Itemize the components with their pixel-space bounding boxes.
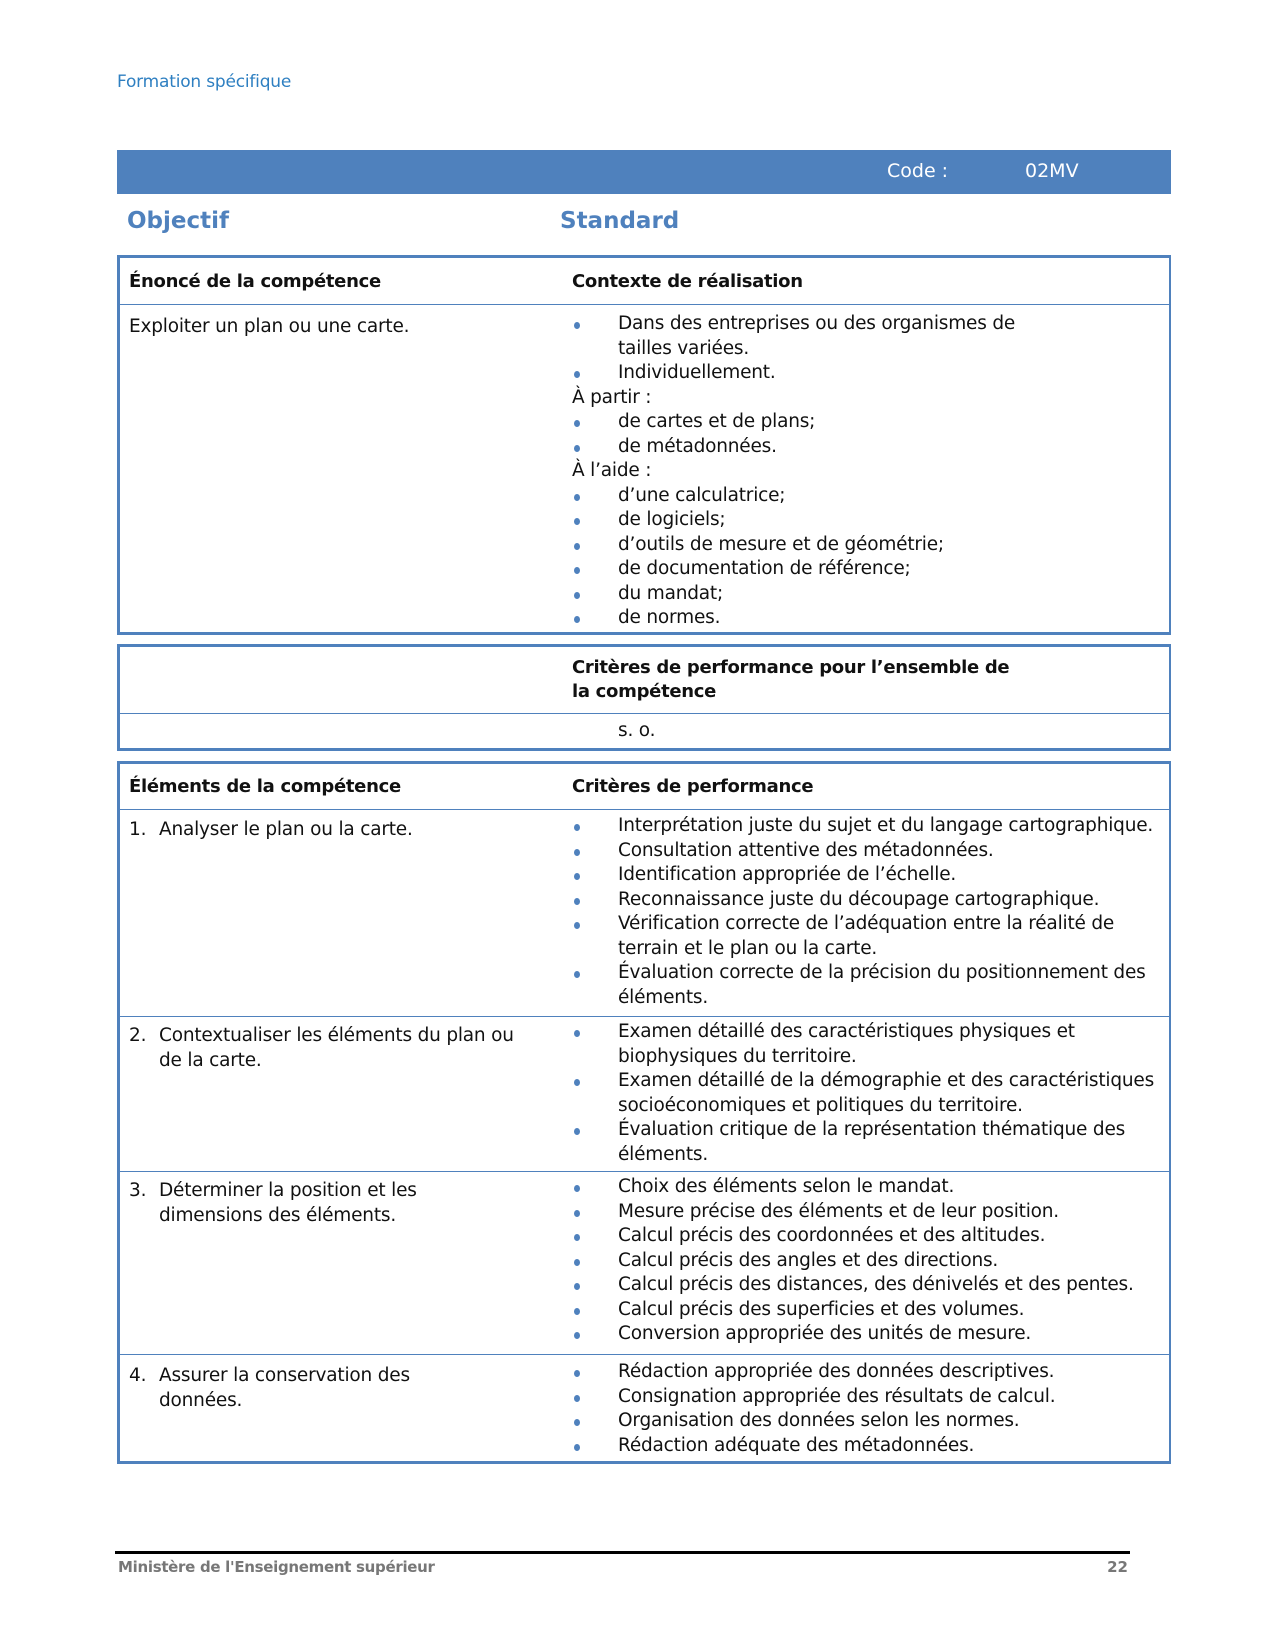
criteria-list [572,1175,1161,1347]
criteria-list [572,814,1161,1010]
element-item: 1. Analyser le plan ou la carte. [129,819,413,840]
list-item: Rédaction appropriée des données descriptives. [572,1360,1161,1385]
list-item: Choix des éléments selon le mandat. [572,1175,1161,1200]
table-header-row [120,258,1169,304]
table-header-row [120,764,1169,809]
list-item: Interprétation juste du sujet et du langage cartographique. [572,814,1161,839]
list-item: Rédaction adéquate des métadonnées. [572,1434,1161,1459]
list-item: du mandat; [572,582,1161,607]
running-title: Formation spécifique [117,72,292,92]
list-item: Consignation appropriée des résultats de calcul. [572,1385,1161,1410]
list-item: Mesure précise des éléments et de leur position. [572,1200,1161,1225]
list-item: d’une calculatrice; [572,484,1161,509]
global-criteria-header: Critères de performance pour l’ensemble de la compétence [572,657,1010,702]
context-header: Contexte de réalisation [572,270,803,292]
code-label: Code : [887,160,949,182]
standard-heading: Standard [560,208,680,234]
context-list [560,312,1169,631]
global-criteria-table [117,644,1171,751]
list-item: Consultation attentive des métadonnées. [572,839,1161,864]
list-item: Individuellement. [572,361,1072,386]
list-item: Calcul précis des coordonnées et des altitudes. [572,1224,1161,1249]
table-header-row [120,647,1169,713]
criteria-list [572,1360,1161,1458]
list-item: Évaluation critique de la représentation thématique des éléments. [572,1118,1161,1167]
element-item: 2. Contextualiser les éléments du plan ou de la carte. [129,1025,514,1071]
table-row [120,304,1169,631]
list-item: Examen détaillé des caractéristiques physiques et biophysiques du territoire. [572,1020,1161,1069]
list-item: Calcul précis des angles et des directions. [572,1249,1161,1274]
list-item: Conversion appropriée des unités de mesure. [572,1322,1161,1347]
list-item: de métadonnées. [572,435,1161,460]
code-bar [117,150,1171,194]
list-item: Organisation des données selon les normes. [572,1409,1161,1434]
list-item: Dans des entreprises ou des organismes de tailles variées. [572,312,1072,361]
statement-text: Exploiter un plan ou une carte. [129,316,410,337]
elements-header: Éléments de la compétence [129,776,401,797]
list-item: de documentation de référence; [572,557,1161,582]
context-label: À l’aide : [572,460,652,481]
section-headings [117,206,1171,242]
global-criteria-value: s. o. [618,720,656,741]
table-row [120,1354,1169,1458]
page-number: 22 [1107,1558,1128,1576]
context-label: À partir : [572,386,652,408]
list-item: Reconnaissance juste du découpage cartographique. [572,888,1161,913]
list-item: de logiciels; [572,508,1161,533]
objective-heading: Objectif [127,208,230,234]
element-item: 4. Assurer la conservation des données. [129,1365,410,1411]
table-row [120,1171,1169,1354]
element-item: 3. Déterminer la position et les dimensions des éléments. [129,1180,417,1226]
list-item: de cartes et de plans; [572,410,1161,435]
competency-elements-table [117,761,1171,1464]
list-item: Calcul précis des distances, des dénivelés et des pentes. [572,1273,1161,1298]
list-item: de normes. [572,606,1161,631]
list-item: Examen détaillé de la démographie et des caractéristiques socioéconomiques et politiques du territoire. [572,1069,1161,1118]
footer-divider [115,1551,1130,1554]
list-item: Identification appropriée de l’échelle. [572,863,1161,888]
code-value: 02MV [1025,160,1079,182]
criteria-list [572,1020,1161,1167]
list-item: d’outils de mesure et de géométrie; [572,533,1161,558]
criteria-header: Critères de performance [572,776,814,797]
statement-header: Énoncé de la compétence [129,270,381,292]
competency-statement-table [117,255,1171,635]
table-row [120,1016,1169,1171]
footer-ministry: Ministère de l'Enseignement supérieur [118,1558,435,1576]
list-item: Évaluation correcte de la précision du positionnement des éléments. [572,961,1161,1010]
list-item: Vérification correcte de l’adéquation entre la réalité de terrain et le plan ou la carte. [572,912,1161,961]
list-item: Calcul précis des superficies et des volumes. [572,1298,1161,1323]
table-row [120,713,1169,747]
table-row [120,809,1169,1016]
